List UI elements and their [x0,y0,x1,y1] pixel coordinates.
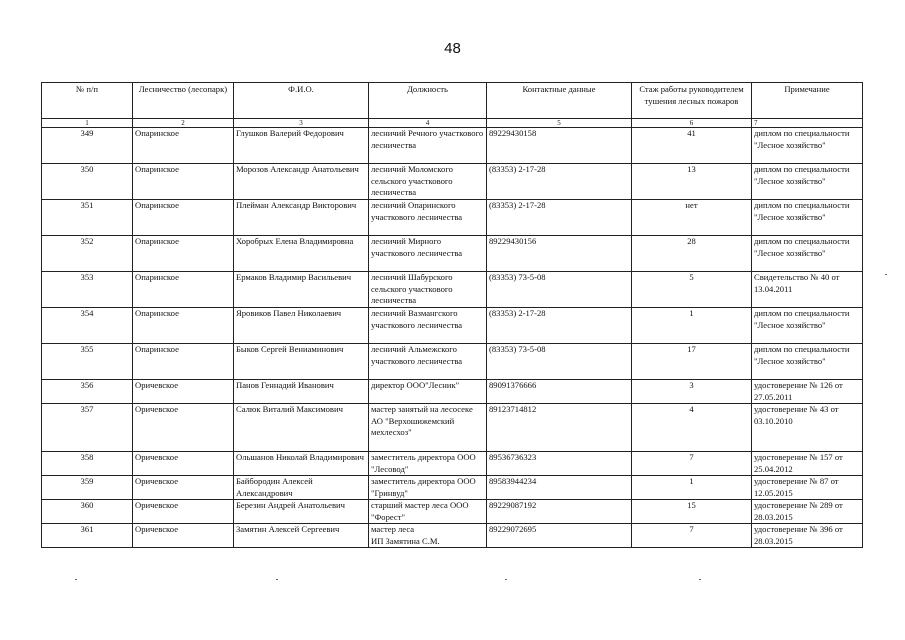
row-number: 356 [42,380,133,404]
row-name: Плейман Александр Викторович [234,200,369,236]
row-contacts: (83353) 73-5-08 [487,344,632,380]
row-notes: удостоверение № 87 от 12.05.2015 [752,476,863,500]
table-body [42,128,863,548]
row-notes: диплом по специальности "Лесное хозяйство" [752,128,863,164]
row-name: Морозов Александр Анатольевич [234,164,369,200]
row-experience: 41 [632,128,752,164]
row-number: 354 [42,308,133,344]
table-row [42,476,863,500]
row-forestry: Оричевское [133,500,234,524]
row-experience: 13 [632,164,752,200]
row-position: лесничий Вазмангского участкового лесничества [369,308,487,344]
scan-speck [505,579,507,580]
table-row [42,380,863,404]
column-number-row [42,119,863,128]
table-row [42,404,863,452]
row-number: 360 [42,500,133,524]
row-forestry: Опаринское [133,272,234,308]
page-number: 48 [444,40,461,57]
column-number: 7 [752,119,863,128]
header-row [42,83,863,119]
row-position: лесничий Речного участкового лесничества [369,128,487,164]
column-number: 6 [632,119,752,128]
row-contacts: (83353) 2-17-28 [487,164,632,200]
header-forestry: Лесничество (лесопарк) [133,83,234,119]
row-number: 351 [42,200,133,236]
row-number: 355 [42,344,133,380]
row-number: 359 [42,476,133,500]
header-experience: Стаж работы руководителем тушения лесных пожаров [632,83,752,119]
row-notes: удостоверение № 126 от 27.05.2011 [752,380,863,404]
row-contacts: 89123714812 [487,404,632,452]
header-position: Должность [369,83,487,119]
row-forestry: Опаринское [133,164,234,200]
row-position: заместитель директора ООО "Гринвуд" [369,476,487,500]
row-notes: диплом по специальности "Лесное хозяйство" [752,308,863,344]
row-position: старший мастер леса ООО "Форест" [369,500,487,524]
header-contacts: Контактные данные [487,83,632,119]
row-contacts: 89229087192 [487,500,632,524]
row-notes: диплом по специальности "Лесное хозяйство" [752,236,863,272]
scan-speck [75,579,77,580]
row-position: директор ООО"Лесник" [369,380,487,404]
row-experience: 5 [632,272,752,308]
row-contacts: (83353) 2-17-28 [487,308,632,344]
row-position: мастер леса ИП Замятина С.М. [369,524,487,548]
scan-speck [699,579,701,580]
row-contacts: 89583944234 [487,476,632,500]
table-row [42,272,863,308]
row-contacts: 89091376666 [487,380,632,404]
header-num: № п/п [42,83,133,119]
row-number: 361 [42,524,133,548]
row-contacts: 89229072695 [487,524,632,548]
row-notes: диплом по специальности "Лесное хозяйство" [752,344,863,380]
row-name: Яровиков Павел Николаевич [234,308,369,344]
row-number: 352 [42,236,133,272]
row-number: 349 [42,128,133,164]
row-name: Замятин Алексей Сергеевич [234,524,369,548]
row-number: 350 [42,164,133,200]
row-notes: удостоверение № 289 от 28.03.2015 [752,500,863,524]
row-notes: удостоверение № 396 от 28.03.2015 [752,524,863,548]
scan-speck [885,274,887,275]
row-experience: 4 [632,404,752,452]
row-notes: диплом по специальности "Лесное хозяйство" [752,164,863,200]
row-forestry: Опаринское [133,308,234,344]
table-row [42,200,863,236]
row-number: 357 [42,404,133,452]
row-notes: диплом по специальности "Лесное хозяйство" [752,200,863,236]
row-forestry: Опаринское [133,200,234,236]
row-forestry: Оричевское [133,404,234,452]
row-experience: нет [632,200,752,236]
row-forestry: Оричевское [133,524,234,548]
row-number: 358 [42,452,133,476]
row-position: лесничий Мирного участкового лесничества [369,236,487,272]
table-row [42,236,863,272]
row-name: Панов Геннадий Иванович [234,380,369,404]
row-experience: 17 [632,344,752,380]
row-forestry: Оричевское [133,452,234,476]
row-forestry: Опаринское [133,344,234,380]
row-contacts: (83353) 73-5-08 [487,272,632,308]
row-position: лесничий Шабурского сельского участкового лесничества [369,272,487,308]
row-forestry: Оричевское [133,380,234,404]
row-notes: Свидетельство № 40 от 13.04.2011 [752,272,863,308]
row-forestry: Опаринское [133,128,234,164]
row-name: Быков Сергей Вениаминович [234,344,369,380]
row-name: Ольшанов Николай Владимирович [234,452,369,476]
header-name: Ф.И.О. [234,83,369,119]
row-experience: 28 [632,236,752,272]
column-number: 1 [42,119,133,128]
column-number: 2 [133,119,234,128]
column-number: 3 [234,119,369,128]
row-experience: 15 [632,500,752,524]
row-forestry: Опаринское [133,236,234,272]
row-position: лесничий Моломского сельского участкового лесничества [369,164,487,200]
row-experience: 7 [632,452,752,476]
row-contacts: 89229430156 [487,236,632,272]
row-name: Глушков Валерий Федорович [234,128,369,164]
scan-speck [276,579,278,580]
row-notes: удостоверение № 43 от 03.10.2010 [752,404,863,452]
row-position: лесничий Альмежского участкового лесничества [369,344,487,380]
row-position: лесничий Опаринского участкового лесничества [369,200,487,236]
row-experience: 1 [632,476,752,500]
row-experience: 7 [632,524,752,548]
header-notes: Примечание [752,83,863,119]
table-row [42,500,863,524]
row-name: Хоробрых Елена Владимировна [234,236,369,272]
row-name: Байбородин Алексей Александрович [234,476,369,500]
table-row [42,308,863,344]
table-row [42,164,863,200]
forestry-staff-table [41,82,863,548]
row-contacts: (83353) 2-17-28 [487,200,632,236]
table-row [42,128,863,164]
column-number: 4 [369,119,487,128]
row-experience: 3 [632,380,752,404]
row-name: Салюк Виталий Максимович [234,404,369,452]
row-notes: удостоверение № 157 от 25.04.2012 [752,452,863,476]
column-number: 5 [487,119,632,128]
row-name: Березин Андрей Анатольевич [234,500,369,524]
table-row [42,524,863,548]
row-position: мастер занятый на лесосеке АО "Верхошижемский мехлесхоз" [369,404,487,452]
row-experience: 1 [632,308,752,344]
row-name: Ермаков Владимир Васильевич [234,272,369,308]
row-contacts: 89536736323 [487,452,632,476]
row-forestry: Оричевское [133,476,234,500]
table-row [42,344,863,380]
row-number: 353 [42,272,133,308]
row-position: заместитель директора ООО "Лесовод" [369,452,487,476]
row-contacts: 89229430158 [487,128,632,164]
table-row [42,452,863,476]
